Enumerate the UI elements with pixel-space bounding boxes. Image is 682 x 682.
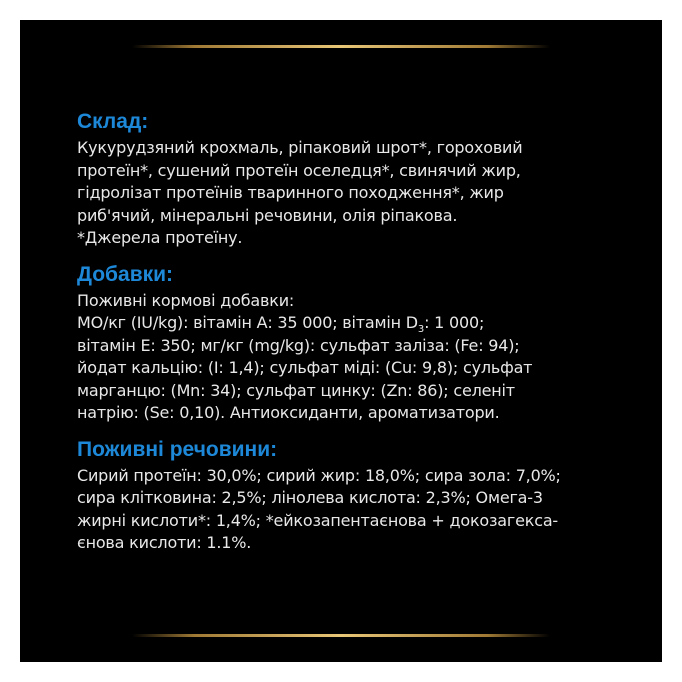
composition-section: [77, 109, 637, 250]
additives-section: [77, 262, 637, 425]
additives-heading: Добавки:: [77, 262, 174, 286]
composition-line: протеїн*, сушений протеїн оселедця*, свинячий жир,: [77, 160, 521, 180]
nutrients-line: жирні кислоти*: 1,4%; *ейкозапентаєнова + докозагекса-: [77, 510, 559, 530]
vitamin-text: МО/кг (IU/kg): вітамін А: 35 000; вітамін D: [77, 313, 418, 332]
top-gold-divider: [132, 45, 550, 48]
composition-line: риб'ячий, мінеральні речовини, олія ріпакова.: [77, 205, 458, 225]
nutrients-line: єнова кислоти: 1.1%.: [77, 533, 252, 552]
additives-line-vitamins: [77, 312, 637, 335]
composition-footnote: *Джерела протеїну.: [77, 228, 243, 247]
additives-line: Поживні кормові добавки:: [77, 290, 295, 310]
composition-heading: Склад:: [77, 110, 149, 133]
nutrients-heading: Поживні речовини:: [77, 437, 278, 461]
nutrients-line: Сирий протеїн: 30,0%; сирий жир: 18,0%; сира зола: 7,0%;: [77, 465, 561, 485]
nutrients-section: [77, 437, 637, 555]
bottom-gold-divider: [132, 634, 550, 637]
composition-line: гідролізат протеїнів тваринного походження*, жир: [77, 183, 504, 202]
additives-line: натрію: (Se: 0,10). Антиоксиданти, ароматизатори.: [77, 403, 500, 422]
nutrients-line: сира клітковина: 2,5%; лінолева кислота: 2,3%; Омега-3: [77, 488, 543, 507]
additives-line: марганцю: (Mn: 34); сульфат цинку: (Zn: 86); селеніт: [77, 380, 515, 400]
additives-line: йодат кальцію: (I: 1,4); сульфат міді: (Cu: 9,8); сульфат: [77, 358, 533, 377]
info-panel: [20, 20, 662, 662]
vitamin-d-subscript: 3: [417, 324, 425, 336]
composition-line: Кукурудзяний крохмаль, ріпаковий шрот*, гороховий: [77, 138, 523, 157]
content-block: [77, 109, 637, 555]
vitamin-text-end: : 1 000;: [424, 313, 485, 332]
additives-line: вітамін Е: 350; мг/кг (mg/kg): сульфат заліза: (Fe: 94);: [77, 335, 520, 355]
